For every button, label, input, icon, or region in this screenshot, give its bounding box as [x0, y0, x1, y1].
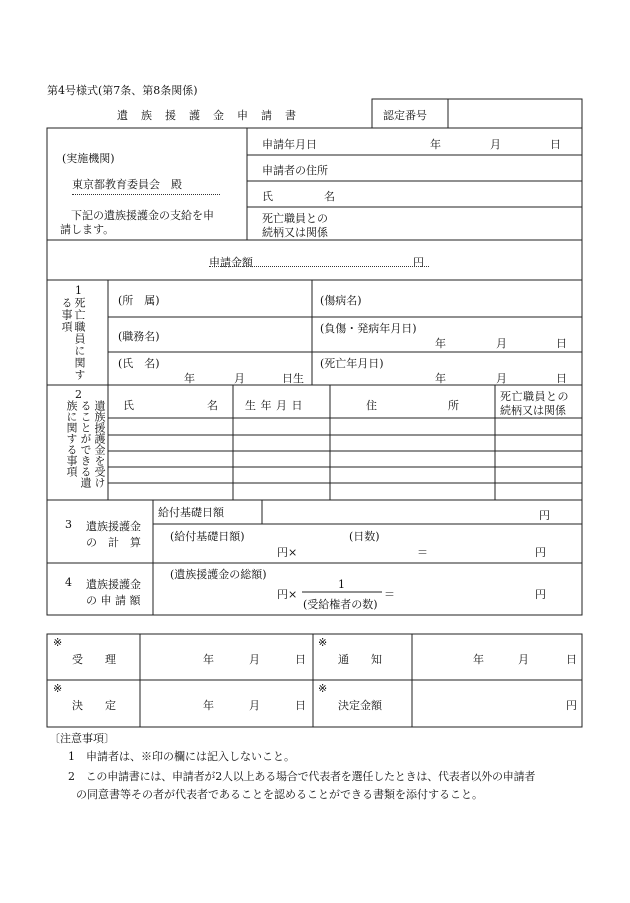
- note-2-line1: 2 この申請書には、申請者が2人以上ある場合で代表者を選任したときは、代表者以外の申請者: [68, 770, 536, 783]
- total-equals: ＝: [384, 588, 395, 601]
- application-date-day: 日: [550, 138, 561, 151]
- office-mark-amount: ※: [318, 682, 328, 695]
- section4-number: 4: [65, 576, 72, 589]
- family-row[interactable]: [108, 483, 582, 500]
- application-date-month: 月: [490, 138, 501, 151]
- family-col-relation-2: 続柄又は関係: [500, 404, 566, 417]
- deceased-department-label: (所 属): [118, 294, 160, 307]
- base-daily-amount-label: 給付基礎日額: [158, 506, 224, 519]
- applicant-name-label-1: 氏: [262, 190, 273, 203]
- decided-amount-label: 決定金額: [338, 699, 382, 712]
- decided-amount-field[interactable]: [415, 683, 561, 724]
- note-1: 1 申請者は、※印の欄には記入しないこと。: [68, 750, 295, 763]
- notification-date-field[interactable]: [415, 637, 579, 677]
- decision-year: 年: [203, 699, 214, 712]
- applicant-name-label-2: 名: [324, 190, 335, 203]
- formula-days-label: (日数): [349, 530, 380, 543]
- cert-number-label: 認定番号: [383, 109, 427, 122]
- family-col-relation-1: 死亡職員との: [500, 390, 569, 403]
- decided-amount-yen: 円: [566, 699, 577, 712]
- family-col-name-2: 名: [207, 399, 218, 412]
- disease-name-label: (傷病名): [320, 294, 362, 307]
- applicant-relation-field[interactable]: [340, 209, 578, 238]
- family-col-address-2: 所: [448, 399, 459, 412]
- section4-title-2: の 申 請 額: [86, 594, 141, 607]
- applicant-address-field[interactable]: [340, 157, 578, 179]
- applicant-address-label: 申請者の住所: [262, 164, 328, 177]
- family-row[interactable]: [108, 418, 582, 435]
- fraction-numerator: 1: [338, 578, 345, 591]
- total-times: 円×: [277, 588, 298, 601]
- notification-year: 年: [473, 653, 484, 666]
- claim-amount-label: 申請金額: [209, 256, 253, 269]
- injury-date-day: 日: [556, 337, 567, 350]
- job-title-label: (職務名): [118, 330, 160, 343]
- office-mark-notification: ※: [318, 636, 328, 649]
- death-date-day: 日: [556, 372, 567, 385]
- received-label: 受 理: [72, 653, 116, 666]
- job-title-field[interactable]: [112, 320, 308, 350]
- death-date-label: (死亡年月日): [320, 357, 384, 370]
- note-2-line2: の同意書等その者が代表者であることを認めることができる書類を添付すること。: [76, 788, 483, 801]
- section3-number: 3: [65, 518, 72, 531]
- decision-day: 日: [295, 699, 306, 712]
- applicant-name-field[interactable]: [340, 183, 578, 205]
- applicant-relation-label-2: 続柄又は関係: [262, 226, 328, 239]
- section4-title-1: 遺族援護金: [86, 578, 141, 591]
- total-yen: 円: [535, 588, 546, 601]
- notification-month: 月: [518, 653, 529, 666]
- application-date-field[interactable]: [350, 130, 575, 152]
- family-col-address-1: 住: [366, 399, 377, 412]
- family-row[interactable]: [108, 451, 582, 467]
- section1-title: 死亡職員に関する事項: [60, 297, 86, 381]
- request-text-line2: 請します。: [60, 223, 115, 236]
- applicant-relation-label-1: 死亡職員との: [262, 212, 328, 225]
- received-year: 年: [203, 653, 214, 666]
- birth-suffix: 日生: [282, 372, 304, 385]
- birth-year: 年: [184, 372, 195, 385]
- decision-date-field[interactable]: [143, 683, 310, 724]
- deceased-name-field[interactable]: [112, 354, 308, 383]
- section1-number: 1: [75, 284, 82, 297]
- injury-date-month: 月: [496, 337, 507, 350]
- form-number: 第4号様式(第7条、第8条関係): [47, 84, 198, 97]
- injury-date-year: 年: [435, 337, 446, 350]
- family-col-birthdate: 生 年 月 日: [245, 399, 303, 412]
- notification-label: 通 知: [338, 653, 382, 666]
- family-row[interactable]: [108, 467, 582, 483]
- deceased-name-label: (氏 名): [118, 357, 160, 370]
- claim-amount-underline: [209, 266, 429, 267]
- total-amount-label: (遺族援護金の総額): [170, 568, 267, 581]
- birth-month: 月: [234, 372, 245, 385]
- family-col-name-1: 氏: [123, 399, 134, 412]
- section3-title-2: の 計 算: [86, 536, 141, 549]
- death-date-year: 年: [435, 372, 446, 385]
- disease-name-field[interactable]: [316, 283, 578, 315]
- notification-day: 日: [566, 653, 577, 666]
- claim-amount-unit: 円: [413, 256, 424, 269]
- agency-label: (実施機関): [62, 152, 115, 165]
- family-table-body: [108, 418, 582, 500]
- office-mark-received: ※: [53, 636, 63, 649]
- received-month: 月: [249, 653, 260, 666]
- section2-title: 遺族援護金を受けることができる遺族に関する事項: [65, 400, 106, 488]
- formula-yen: 円: [535, 546, 546, 559]
- form-title: 遺 族 援 護 金 申 請 書: [117, 109, 297, 122]
- deceased-department-field[interactable]: [112, 283, 308, 315]
- family-row[interactable]: [108, 435, 582, 451]
- office-mark-decision: ※: [53, 682, 63, 695]
- claim-amount-field[interactable]: [262, 248, 410, 266]
- application-date-label: 申請年月日: [262, 138, 317, 151]
- base-daily-amount-field[interactable]: [266, 502, 534, 522]
- addressee: 東京都教育委員会 殿: [72, 176, 220, 195]
- notes-heading: 〔注意事項〕: [49, 732, 115, 745]
- formula-equals: ＝: [417, 546, 428, 559]
- formula-times: 円×: [277, 546, 298, 559]
- section2-number: 2: [75, 388, 82, 401]
- received-date-field[interactable]: [143, 637, 310, 677]
- death-date-month: 月: [496, 372, 507, 385]
- decision-month: 月: [249, 699, 260, 712]
- fraction-denominator: (受給権者の数): [303, 598, 378, 611]
- base-daily-amount-yen: 円: [539, 509, 550, 522]
- received-day: 日: [295, 653, 306, 666]
- cert-number-field[interactable]: [452, 102, 578, 125]
- application-date-year: 年: [430, 138, 441, 151]
- decision-label: 決 定: [72, 699, 116, 712]
- injury-date-label: (負傷・発病年月日): [320, 322, 417, 335]
- section3-title-1: 遺族援護金: [86, 520, 141, 533]
- request-text-line1: 下記の遺族援護金の支給を申: [60, 209, 214, 222]
- formula-base-label: (給付基礎日額): [170, 530, 245, 543]
